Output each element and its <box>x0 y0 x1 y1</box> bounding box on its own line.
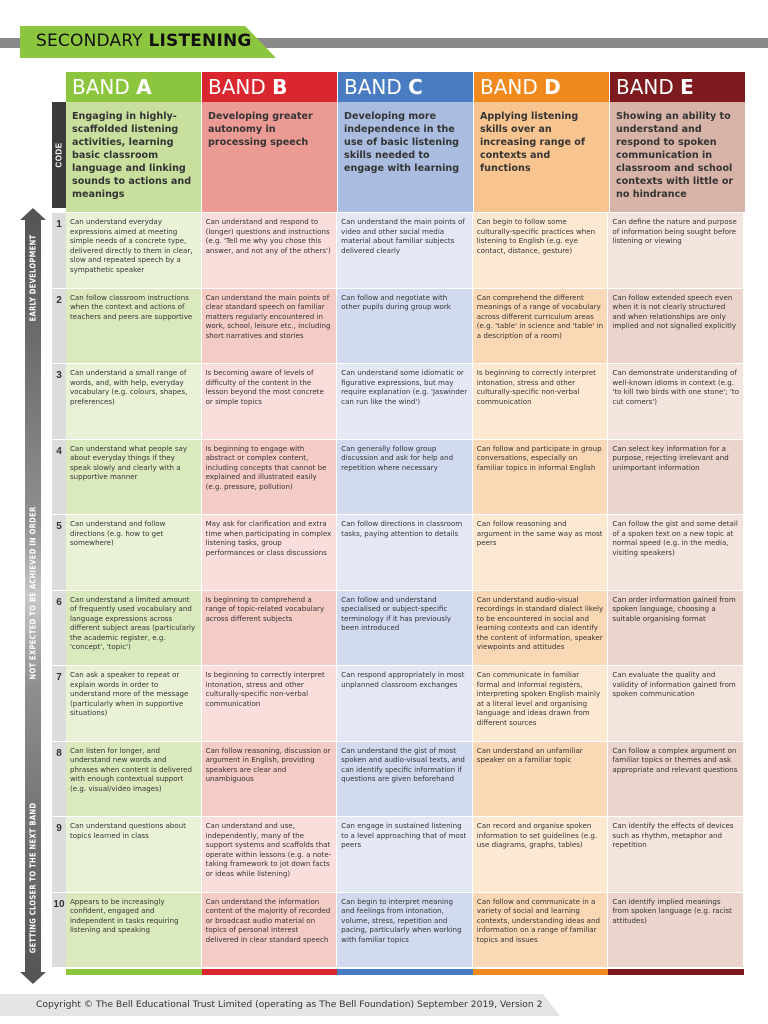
descriptor-cell-band-d: Can follow and communicate in a variety of social and learning contexts, understanding ideas and information on a range of familiar topics and issues <box>473 893 609 968</box>
descriptor-cell-band-a: Can follow classroom instructions when the context and actions of teachers and peers are supportive <box>66 289 202 364</box>
row-code: 9 <box>52 817 66 892</box>
descriptor-cell-band-b: Is beginning to correctly interpret intonation, stress and other culturally-specific non-verbal communication <box>202 666 338 741</box>
band-header-b <box>202 72 338 212</box>
row-code: 4 <box>52 440 66 515</box>
descriptor-cell-band-b: Can understand and use, independently, many of the support systems and scaffolds that operate within lessons (e.g. a note-taking framework to jot down facts or ideas while listening) <box>202 817 338 892</box>
table-row <box>52 515 744 591</box>
sidebar-label-middle: NOT EXPECTED TO BE ACHIEVED IN ORDER <box>28 506 38 680</box>
band-word: BAND <box>616 75 681 99</box>
band-description-a: Engaging in highly-scaffolded listening activities, learning basic classroom language and linking sounds to actions and meanings <box>66 102 201 212</box>
descriptor-cell-band-a: Can understand questions about topics learned in class <box>66 817 202 892</box>
band-title-a <box>66 72 201 102</box>
descriptor-cell-band-e: Can follow a complex argument on familiar topics or themes and ask appropriate and relevant questions <box>608 742 744 817</box>
strip-segment-d <box>473 969 609 975</box>
bottom-color-strip <box>66 969 744 975</box>
descriptor-cell-band-e: Can identify the effects of devices such as rhythm, metaphor and repetition <box>608 817 744 892</box>
row-code: 10 <box>52 893 66 968</box>
table-row <box>52 893 744 969</box>
sidebar-label-top: EARLY DEVELOPMENT <box>28 234 38 322</box>
table-row <box>52 213 744 289</box>
descriptor-cell-band-a: Can understand a limited amount of frequently used vocabulary and language expressions across different subject areas (particularly the academic register, e.g. 'concept', 'topic') <box>66 591 202 666</box>
descriptor-cell-band-d: Can communicate in familiar formal and informal registers, interpreting spoken English mainly at a literal level and organising language and ideas drawn from different sources <box>473 666 609 741</box>
descriptor-cell-band-b: Is becoming aware of levels of difficulty of the content in the lesson beyond the most concrete or simple topics <box>202 364 338 439</box>
descriptor-cell-band-a: Can listen for longer, and understand new words and phrases when content is delivered with enough contextual support (e.g. visual/video images) <box>66 742 202 817</box>
band-title-e <box>610 72 745 102</box>
descriptor-cell-band-d: Can understand audio-visual recordings in standard dialect likely to be encountered in social and learning contexts and can identify the content of information, speaker viewpoints and attitudes <box>473 591 609 666</box>
row-code: 5 <box>52 515 66 590</box>
band-title-b <box>202 72 337 102</box>
progress-sidebar <box>20 218 46 974</box>
descriptor-cell-band-b: Is beginning to engage with abstract or complex content, including concepts that cannot be explained and illustrated easily (e.g. pressure, pollution) <box>202 440 338 515</box>
band-letter: A <box>136 75 152 99</box>
descriptor-cell-band-b: May ask for clarification and extra time when participating in complex listening tasks, group performances or class discussions <box>202 515 338 590</box>
band-letter: D <box>544 75 561 99</box>
band-word: BAND <box>72 75 137 99</box>
band-title-d <box>474 72 609 102</box>
descriptor-cell-band-b: Can understand and respond to (longer) questions and instructions (e.g. 'Tell me why you chose this answer, and not any of the others') <box>202 213 338 288</box>
title-prefix: SECONDARY <box>36 31 149 51</box>
descriptor-cell-band-a: Appears to be increasingly confident, engaged and independent in tasks requiring listening and speaking <box>66 893 202 968</box>
table-row <box>52 364 744 440</box>
descriptor-cell-band-a: Can understand everyday expressions aimed at meeting simple needs of a concrete type, delivered directly to them in clear, slow and repeated speech by a sympathetic speaker <box>66 213 202 288</box>
descriptor-cell-band-b: Is beginning to comprehend a range of topic-related vocabulary across different subjects <box>202 591 338 666</box>
code-column-header <box>52 102 66 208</box>
descriptor-cell-band-b: Can follow reasoning, discussion or argument in English, providing speakers are clear and unambiguous <box>202 742 338 817</box>
band-description-b: Developing greater autonomy in processing speech <box>202 102 337 212</box>
descriptor-cell-band-e: Can follow extended speech even when it is not clearly structured and when relationships are only implied and not signalled explicitly <box>608 289 744 364</box>
strip-segment-b <box>202 969 338 975</box>
table-row <box>52 591 744 667</box>
descriptor-cell-band-b: Can understand the main points of clear standard speech on familiar matters regularly encountered in work, school, leisure etc., including short narratives and stories <box>202 289 338 364</box>
descriptor-cell-band-d: Can record and organise spoken information to set guidelines (e.g. use diagrams, graphs, tables) <box>473 817 609 892</box>
band-header-c <box>338 72 474 212</box>
band-title-c <box>338 72 473 102</box>
descriptor-cell-band-c: Can engage in sustained listening to a level approaching that of most peers <box>337 817 473 892</box>
band-headers <box>66 72 746 212</box>
band-description-d: Applying listening skills over an increasing range of contexts and functions <box>474 102 609 212</box>
arrow-down-icon <box>20 972 46 984</box>
band-letter: B <box>272 75 288 99</box>
descriptor-cell-band-c: Can understand some idiomatic or figurative expressions, but may require explanation (e.g. 'Jaswinder can run like the wind') <box>337 364 473 439</box>
strip-segment-c <box>337 969 473 975</box>
row-code: 2 <box>52 289 66 364</box>
descriptor-cell-band-c: Can understand the main points of video and other social media material about familiar subjects delivered clearly <box>337 213 473 288</box>
descriptor-cell-band-d: Can comprehend the different meanings of a range of vocabulary across different curriculum areas (e.g. 'table' in science and 'table' in a description of a room) <box>473 289 609 364</box>
row-code: 1 <box>52 213 66 288</box>
band-description-c: Developing more independence in the use of basic listening skills needed to engage with learning <box>338 102 473 212</box>
band-description-e: Showing an ability to understand and respond to spoken communication in classroom and school contexts with little or no hindrance <box>610 102 745 212</box>
descriptor-cell-band-e: Can define the nature and purpose of information being sought before listening or viewing <box>608 213 744 288</box>
band-word: BAND <box>344 75 409 99</box>
table-row <box>52 666 744 742</box>
band-word: BAND <box>208 75 273 99</box>
row-code: 3 <box>52 364 66 439</box>
descriptor-cell-band-e: Can follow the gist and some detail of a spoken text on a new topic at normal speed (e.g. in the media, visiting speakers) <box>608 515 744 590</box>
band-letter: E <box>680 75 694 99</box>
descriptor-cell-band-a: Can understand a small range of words, and, with help, everyday vocabulary (e.g. colours, shapes, preferences) <box>66 364 202 439</box>
band-word: BAND <box>480 75 545 99</box>
copyright-text: Copyright © The Bell Educational Trust Limited (operating as The Bell Foundation) September 2019, Version 2 <box>36 999 543 1010</box>
descriptor-cell-band-c: Can follow directions in classroom tasks, paying attention to details <box>337 515 473 590</box>
page-title <box>36 31 252 51</box>
descriptor-cell-band-d: Can begin to follow some culturally-specific practices when listening to English (e.g. eye contact, distance, gesture) <box>473 213 609 288</box>
descriptor-cell-band-e: Can demonstrate understanding of well-known idioms in context (e.g. 'to kill two birds with one stone'; 'to cut corners') <box>608 364 744 439</box>
code-label: CODE <box>54 142 64 168</box>
descriptor-cell-band-e: Can select key information for a purpose, rejecting irrelevant and unimportant information <box>608 440 744 515</box>
band-header-a <box>66 72 202 212</box>
descriptor-cell-band-e: Can identify implied meanings from spoken language (e.g. racist attitudes) <box>608 893 744 968</box>
band-letter: C <box>408 75 423 99</box>
descriptor-cell-band-c: Can follow and understand specialised or subject-specific terminology if it has previously been introduced <box>337 591 473 666</box>
title-bold: LISTENING <box>148 31 252 51</box>
descriptor-cell-band-e: Can evaluate the quality and validity of information gained from spoken communication <box>608 666 744 741</box>
descriptor-cell-band-d: Is beginning to correctly interpret intonation, stress and other culturally-specific non-verbal communication <box>473 364 609 439</box>
band-header-d <box>474 72 610 212</box>
descriptor-cell-band-a: Can understand and follow directions (e.g. how to get somewhere) <box>66 515 202 590</box>
descriptor-cell-band-c: Can generally follow group discussion and ask for help and repetition where necessary <box>337 440 473 515</box>
descriptor-cell-band-a: Can understand what people say about everyday things if they speak slowly and clearly with a supportive manner <box>66 440 202 515</box>
table-body <box>52 213 744 968</box>
descriptor-cell-band-c: Can follow and negotiate with other pupils during group work <box>337 289 473 364</box>
row-code: 7 <box>52 666 66 741</box>
table-row <box>52 289 744 365</box>
descriptor-cell-band-b: Can understand the information content of the majority of recorded or broadcast audio material on topics of personal interest delivered in clear standard speech <box>202 893 338 968</box>
descriptor-cell-band-c: Can understand the gist of most spoken and audio-visual texts, and can identify specific information if questions are given beforehand <box>337 742 473 817</box>
descriptor-cell-band-a: Can ask a speaker to repeat or explain words in order to understand more of the message (particularly when in supportive situations) <box>66 666 202 741</box>
descriptor-cell-band-d: Can understand an unfamiliar speaker on a familiar topic <box>473 742 609 817</box>
descriptor-cell-band-d: Can follow reasoning and argument in the same way as most peers <box>473 515 609 590</box>
band-header-e <box>610 72 746 212</box>
table-row <box>52 817 744 893</box>
row-code: 8 <box>52 742 66 817</box>
descriptor-cell-band-d: Can follow and participate in group conversations, especially on familiar topics in informal English <box>473 440 609 515</box>
sidebar-label-bottom: GETTING CLOSER TO THE NEXT BAND <box>28 802 38 954</box>
row-code: 6 <box>52 591 66 666</box>
descriptor-cell-band-e: Can order information gained from spoken language, choosing a suitable organising format <box>608 591 744 666</box>
strip-segment-e <box>608 969 744 975</box>
descriptor-cell-band-c: Can respond appropriately in most unplanned classroom exchanges <box>337 666 473 741</box>
descriptor-cell-band-c: Can begin to interpret meaning and feelings from intonation, volume, stress, repetition and pacing, particularly when working with familiar topics <box>337 893 473 968</box>
table-row <box>52 440 744 516</box>
strip-segment-a <box>66 969 202 975</box>
table-row <box>52 742 744 818</box>
